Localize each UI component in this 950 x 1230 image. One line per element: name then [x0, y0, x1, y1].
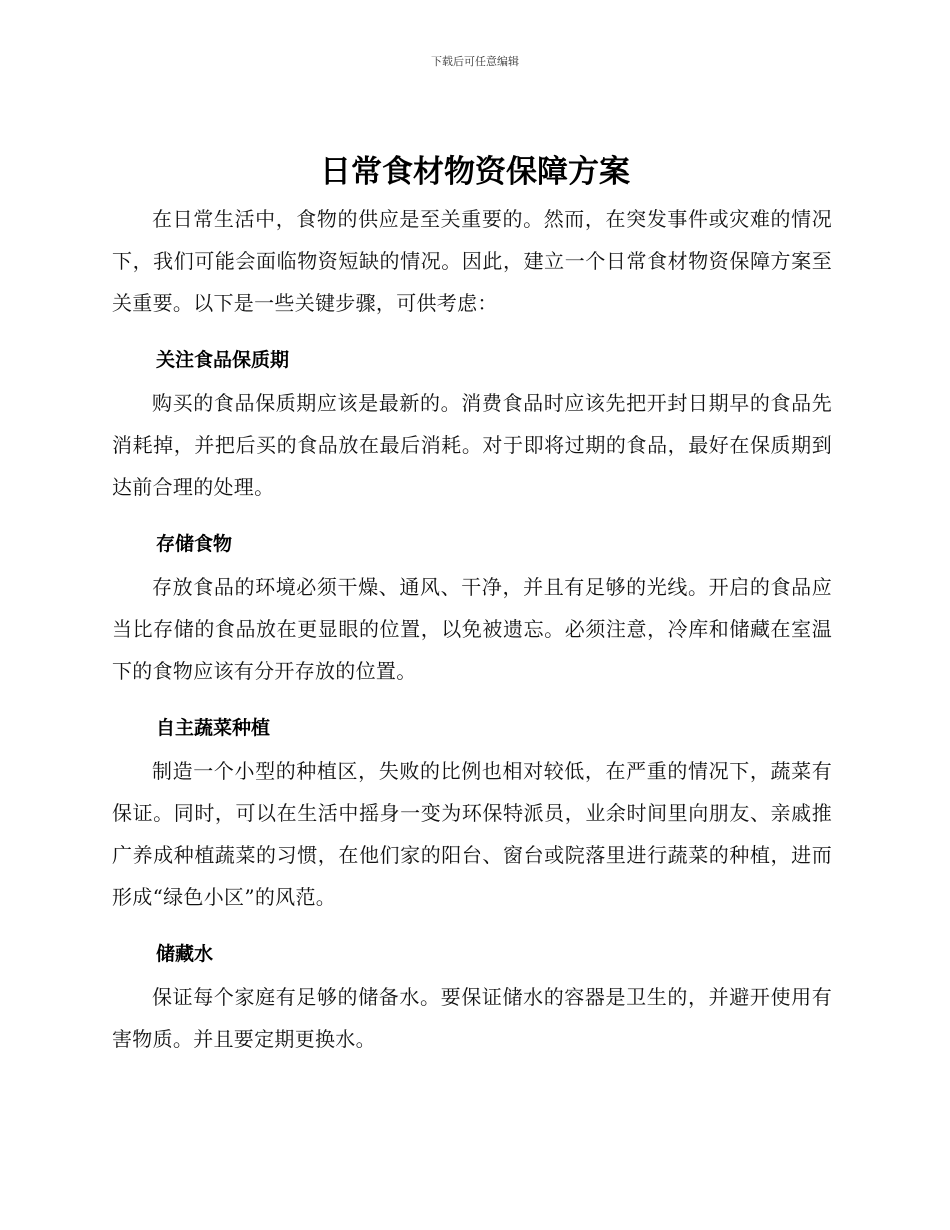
- section-shelf-life: [112, 334, 832, 508]
- section-paragraph: 购买的食品保质期应该是最新的。消费食品时应该先把开封日期早的食品先消耗掉，并把后买的食品放在最后消耗。对于即将过期的食品，最好在保质期到达前合理的处理。: [112, 391, 832, 499]
- document-title: 日常食材物资保障方案: [320, 154, 630, 190]
- section-heading: 自主蔬菜种植: [156, 717, 271, 739]
- section-food-storage: [112, 518, 832, 692]
- section-paragraph: 制造一个小型的种植区，失败的比例也相对较低，在严重的情况下，蔬菜有保证。同时，可以在生活中摇身一变为环保特派员，业余时间里向朋友、亲戚推广养成种植蔬菜的习惯，在他们家的阳台、窗台或院落里进行蔬菜的种植，进而形成“绿色小区”的风范。: [112, 759, 832, 909]
- section-paragraph: 存放食品的环境必须干燥、通风、干净，并且有足够的光线。开启的食品应当比存储的食品放在更显眼的位置，以免被遗忘。必须注意，冷库和储藏在室温下的食物应该有分开存放的位置。: [112, 575, 832, 683]
- section-vegetable-planting: [112, 702, 832, 918]
- document-body: [112, 198, 832, 1060]
- header-note: 下载后可任意编辑: [431, 55, 519, 68]
- section-paragraph: 保证每个家庭有足够的储备水。要保证储水的容器是卫生的，并避开使用有害物质。并且要定期更换水。: [112, 985, 832, 1051]
- section-heading: 存储食物: [156, 533, 233, 555]
- section-water-storage: [112, 928, 832, 1060]
- section-heading: 关注食品保质期: [156, 349, 290, 371]
- section-heading: 储藏水: [156, 943, 214, 965]
- intro-paragraph: 在日常生活中，食物的供应是至关重要的。然而，在突发事件或灾难的情况下，我们可能会面临物资短缺的情况。因此，建立一个日常食材物资保障方案至关重要。以下是一些关键步骤，可供考虑：: [112, 207, 832, 315]
